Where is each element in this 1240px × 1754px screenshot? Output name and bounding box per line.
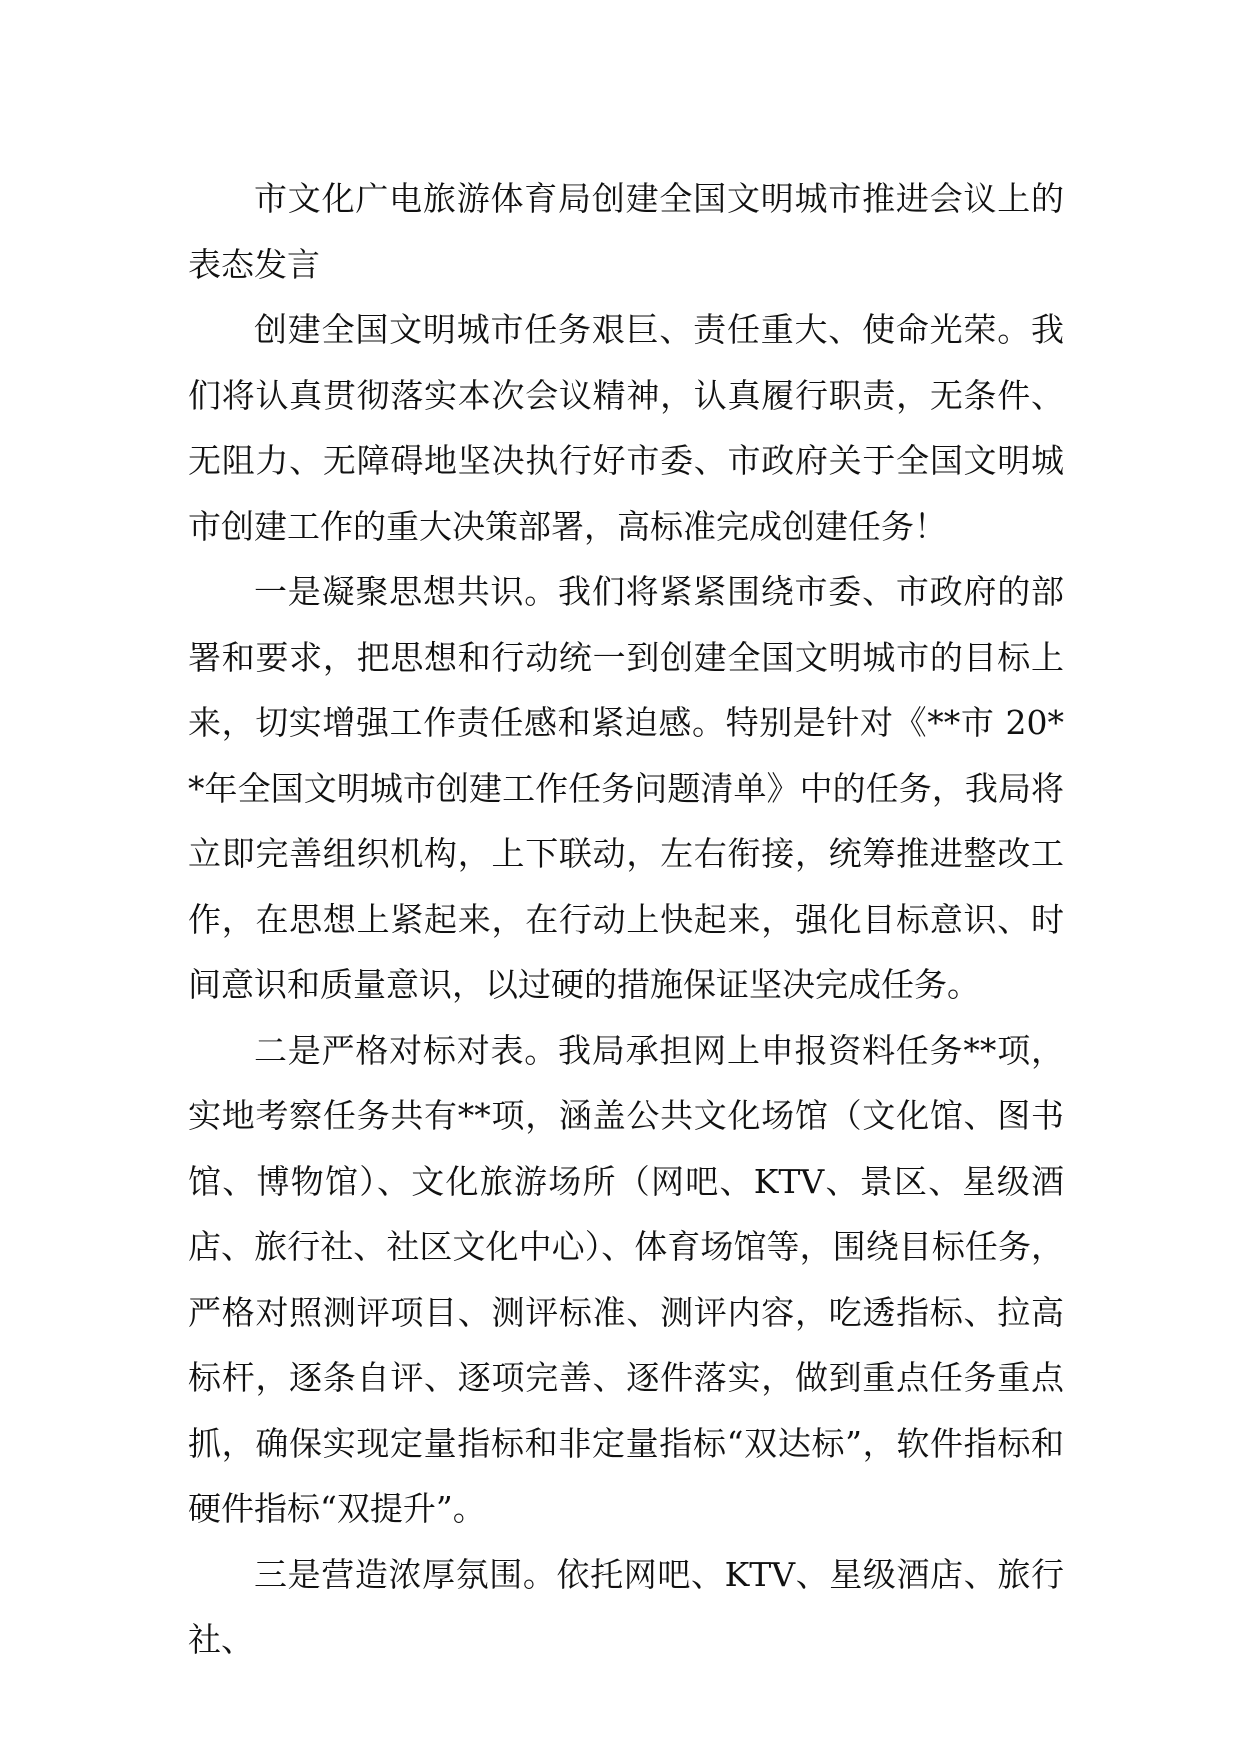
paragraph-intro: 创建全国文明城市任务艰巨、责任重大、使命光荣。我们将认真贯彻落实本次会议精神，认真履行职责，无条件、无阻力、无障碍地坚决执行好市委、市政府关于全国文明城市创建工作的重大决策部署，高标准完成创建任务！	[188, 310, 1064, 546]
paragraph-point-three: 三是营造浓厚氛围。依托网吧、KTV、星级酒店、旅行社、	[188, 1554, 1064, 1659]
document-body	[188, 166, 1064, 1673]
document-title: 市文化广电旅游体育局创建全国文明城市推进会议上的表态发言	[188, 179, 1064, 284]
paragraph-point-one: 一是凝聚思想共识。我们将紧紧围绕市委、市政府的部署和要求，把思想和行动统一到创建全国文明城市的目标上来，切实增强工作责任感和紧迫感。特别是针对《**市 20**年全国文明城市创建工作任务问题清单》中的任务，我局将立即完善组织机构，上下联动，左右衔接，统筹推进整改工作，在思想上紧起来，在行动上快起来，强化目标意识、时间意识和质量意识，以过硬的措施保证坚决完成任务。	[188, 572, 1064, 1004]
paragraph-point-two: 二是严格对标对表。我局承担网上申报资料任务**项，实地考察任务共有**项，涵盖公共文化场馆（文化馆、图书馆、博物馆）、文化旅游场所（网吧、KTV、景区、星级酒店、旅行社、社区文化中心）、体育场馆等，围绕目标任务，严格对照测评项目、测评标准、测评内容，吃透指标、拉高标杆，逐条自评、逐项完善、逐件落实，做到重点任务重点抓，确保实现定量指标和非定量指标“双达标”，软件指标和硬件指标“双提升”。	[188, 1030, 1064, 1528]
